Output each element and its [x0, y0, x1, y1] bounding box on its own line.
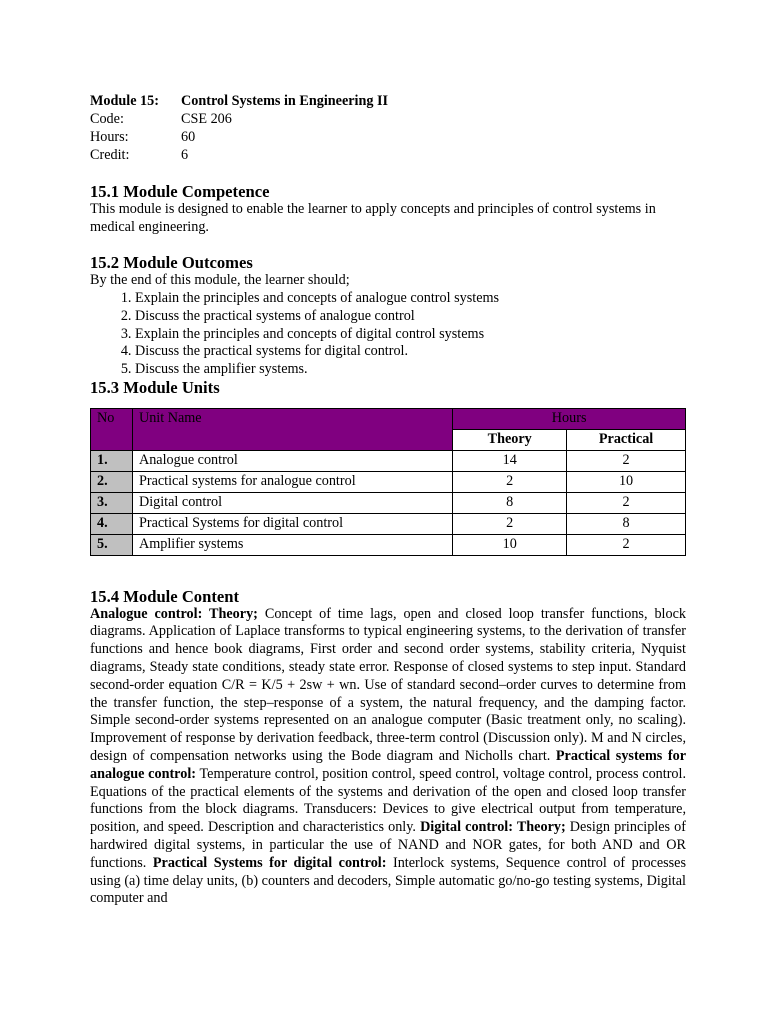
table-row [91, 492, 686, 513]
outcomes-heading: 15.2 Module Outcomes [90, 253, 253, 273]
module-credit-value: 6 [181, 147, 189, 163]
content-segment-bold: Digital control: Theory; [420, 819, 566, 836]
outcome-item: 4. Discuss the practical systems for digital control. [135, 343, 686, 361]
content-segment: Interlock systems, Sequence control of processes using (a) time delay units, (b) counters and decoders, Simple automatic go/no-go testing systems, Digital computer and [90, 854, 686, 907]
module-title-key: Module 15: [90, 93, 159, 109]
module-code-key: Code: [90, 111, 124, 127]
module-hours-value: 60 [181, 129, 196, 145]
units-table [90, 408, 686, 556]
outcome-item: 1. Explain the principles and concepts of analogue control systems [135, 290, 686, 308]
row-practical: 2 [567, 450, 686, 471]
row-no: 1. [91, 450, 133, 471]
row-theory: 2 [453, 471, 567, 492]
outcome-item: 5. Discuss the amplifier systems. [135, 361, 686, 379]
competence-heading: 15.1 Module Competence [90, 182, 270, 201]
content-segment-bold: Practical systems for analogue control: [90, 747, 686, 782]
row-theory: 10 [453, 534, 567, 555]
outcome-item: 3. Explain the principles and concepts of digital control systems [135, 326, 686, 344]
content-segment: Temperature control, position control, speed control, voltage control, process control. Equations of the practical elements of the systems and derivation of the open and closed loop transfer functions from the block diagrams. Transducers: Devices to give electrical output from temperature, position, and speed. Description and characteristics only. [90, 765, 687, 836]
content-segment-bold: Practical Systems for digital control: [152, 854, 387, 871]
table-row [91, 534, 686, 555]
content-heading: 15.4 Module Content [90, 586, 240, 606]
row-no: 3. [91, 492, 133, 513]
document-page [90, 93, 686, 908]
module-hours-key: Hours: [90, 129, 129, 145]
row-practical: 2 [567, 534, 686, 555]
table-row [91, 471, 686, 492]
module-title-value: Control Systems in Engineering II [181, 93, 389, 109]
outcome-item: 2. Discuss the practical systems of analogue control [135, 308, 686, 326]
row-practical: 8 [567, 513, 686, 534]
content-segment: Design principles of hardwired digital systems, in particular the use of NAND and NOR gates, for both AND and OR functions. [90, 819, 686, 871]
module-hours-row [90, 129, 686, 147]
row-theory: 14 [453, 450, 567, 471]
outcomes-list [90, 290, 686, 379]
header-practical: Practical [567, 429, 686, 450]
competence-text: This module is designed to enable the learner to apply concepts and principles of control systems in medical engineering. [90, 200, 656, 235]
module-credit-key: Credit: [90, 147, 130, 163]
content-segment: Concept of time lags, open and closed loop transfer functions, block diagrams. Application of Laplace transforms to typical engineering systems, to the derivation of transfer functions and hence book diagrams, First order and second order systems, stability criteria, Nyquist diagrams, Steady state conditions, steady state error. Response of closed systems to step input. Standard second-order equation C/R = K/5 + 2sw + wn. Use of standard second–order curves to determine from the transfer function, the step–response of a system, the natural frequency, and the damping factor. Simple second-order systems represented on an analogue computer (Basic treatment only, no scaling). Improvement of response by derivation feedback, three-term control (Discussion only). M and N circles, design of compensation networks using the Bode diagram and Nicholls chart. [90, 605, 686, 764]
row-practical: 2 [567, 492, 686, 513]
units-header-row [91, 408, 686, 429]
row-unit-name: Practical systems for analogue control [132, 471, 452, 492]
row-unit-name: Digital control [132, 492, 452, 513]
header-no: No [91, 408, 133, 450]
module-title-row [90, 93, 686, 111]
header-theory: Theory [453, 429, 567, 450]
row-unit-name: Amplifier systems [132, 534, 452, 555]
module-code-value: CSE 206 [181, 111, 232, 127]
row-theory: 8 [453, 492, 567, 513]
table-row [91, 513, 686, 534]
row-no: 5. [91, 534, 133, 555]
module-code-row [90, 111, 686, 129]
content-paragraph [90, 606, 686, 909]
header-hours: Hours [453, 408, 686, 429]
module-credit-row [90, 147, 686, 165]
content-segment-bold: Analogue control: Theory; [90, 605, 258, 622]
row-unit-name: Analogue control [132, 450, 452, 471]
table-row [91, 450, 686, 471]
row-no: 2. [91, 471, 133, 492]
row-no: 4. [91, 513, 133, 534]
row-theory: 2 [453, 513, 567, 534]
outcomes-intro: By the end of this module, the learner should; [90, 272, 350, 289]
units-heading: 15.3 Module Units [90, 377, 220, 397]
row-practical: 10 [567, 471, 686, 492]
row-unit-name: Practical Systems for digital control [132, 513, 452, 534]
header-unit-name: Unit Name [132, 408, 452, 450]
